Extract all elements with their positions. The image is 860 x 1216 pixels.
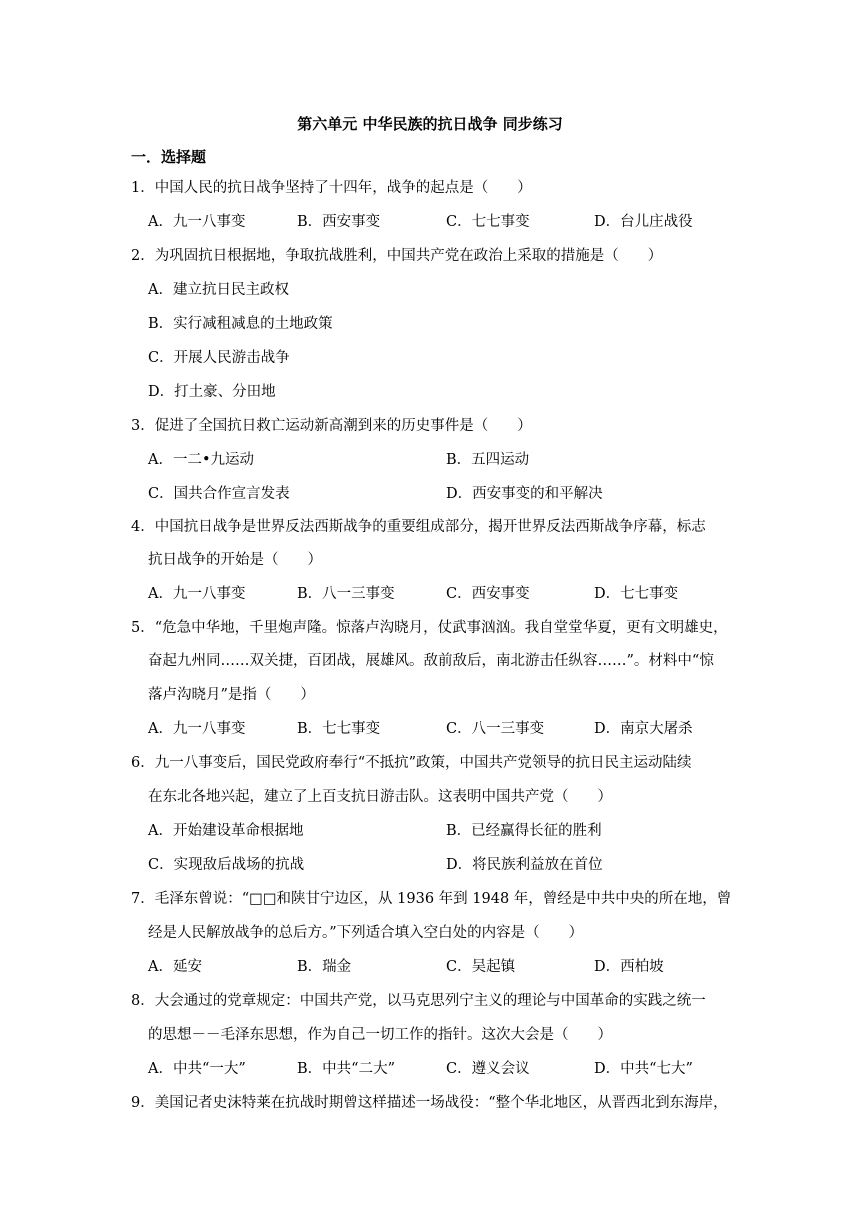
question-5-option-b: B．七七事变 xyxy=(297,721,381,737)
question-7-option-a: A．延安 xyxy=(148,959,202,975)
question-6-option-c: C．实现敌后战场的抗战 xyxy=(148,857,305,873)
question-3-option-d: D．西安事变的和平解决 xyxy=(446,486,603,502)
question-5-option-a: A．九一八事变 xyxy=(148,721,246,737)
question-3-option-a: A．一二•九运动 xyxy=(148,452,255,468)
question-8-option-c: C．遵义会议 xyxy=(446,1061,530,1077)
question-8-stem-line-1: 8．大会通过的党章规定：中国共产党，以马克思列宁主义的理论与中国革命的实践之统一 xyxy=(131,993,706,1009)
question-5-option-d: D．南京大屠杀 xyxy=(594,721,693,737)
question-7-option-c: C．吴起镇 xyxy=(446,959,516,975)
question-2-option-b: B．实行减租减息的土地政策 xyxy=(148,316,333,332)
question-3-stem: 3．促进了全国抗日救亡运动新高潮到来的历史事件是（ ） xyxy=(131,418,532,434)
question-4-option-c: C．西安事变 xyxy=(446,586,530,602)
page-title: 第六单元 中华民族的抗日战争 同步练习 xyxy=(297,115,563,133)
question-3-option-b: B．五四运动 xyxy=(446,452,530,468)
question-1-option-d: D．台儿庄战役 xyxy=(594,214,693,230)
question-4-option-a: A．九一八事变 xyxy=(148,586,246,602)
question-7-stem-line-1: 7．毛泽东曾说：“□□和陕甘宁边区，从 1936 年到 1948 年，曾经是中共中央的所在地，曾 xyxy=(131,891,732,907)
question-4-stem-line-1: 4．中国抗日战争是世界反法西斯战争的重要组成部分，揭开世界反法西斯战争序幕，标志 xyxy=(131,519,706,535)
question-5-stem-line-3: 落卢沟晓月”是指（ ） xyxy=(148,687,315,703)
question-6-option-d: D．将民族利益放在首位 xyxy=(446,857,603,873)
question-9-stem-line-1: 9．美国记者史沫特莱在抗战时期曾这样描述一场战役：“整个华北地区，从晋西北到东海岸， xyxy=(131,1095,728,1111)
question-7-stem-line-2: 经是人民解放战争的总后方。”下列适合填入空白处的内容是（ ） xyxy=(148,925,584,941)
question-5-option-c: C．八一三事变 xyxy=(446,721,545,737)
question-6-stem-line-2: 在东北各地兴起，建立了上百支抗日游击队。这表明中国共产党（ ） xyxy=(148,789,612,805)
question-1-option-b: B．西安事变 xyxy=(297,214,381,230)
question-7-option-d: D．西柏坡 xyxy=(594,959,664,975)
section-heading: 一．选择题 xyxy=(131,148,207,166)
question-2-option-a: A．建立抗日民主政权 xyxy=(148,282,289,298)
question-1-option-c: C．七七事变 xyxy=(446,214,530,230)
question-5-stem-line-1: 5．“危急中华地，千里炮声隆。惊落卢沟晓月，仗武事汹汹。我自堂堂华夏，更有文明雄史， xyxy=(131,620,728,636)
question-7-option-b: B．瑞金 xyxy=(297,959,352,975)
question-5-stem-line-2: 奋起九州同……双关捷，百团战，展雄风。敌前敌后，南北游击任纵容……”。材料中“惊 xyxy=(148,653,714,669)
question-6-stem-line-1: 6．九一八事变后，国民党政府奉行“不抵抗”政策，中国共产党领导的抗日民主运动陆续 xyxy=(131,755,692,771)
question-3-option-c: C．国共合作宣言发表 xyxy=(148,486,290,502)
question-1-stem: 1．中国人民的抗日战争坚持了十四年，战争的起点是（ ） xyxy=(131,180,532,196)
question-1-option-a: A．九一八事变 xyxy=(148,214,246,230)
question-8-option-a: A．中共“一大” xyxy=(148,1061,246,1077)
question-8-option-d: D．中共“七大” xyxy=(594,1061,693,1077)
question-8-option-b: B．中共“二大” xyxy=(297,1061,395,1077)
question-4-stem-line-2: 抗日战争的开始是（ ） xyxy=(148,552,322,568)
question-8-stem-line-2: 的思想－－毛泽东思想，作为自己一切工作的指针。这次大会是（ ） xyxy=(148,1027,612,1043)
question-4-option-b: B．八一三事变 xyxy=(297,586,395,602)
question-4-option-d: D．七七事变 xyxy=(594,586,679,602)
question-2-stem: 2．为巩固抗日根据地，争取抗战胜利，中国共产党在政治上采取的措施是（ ） xyxy=(131,248,663,264)
question-2-option-d: D．打土豪、分田地 xyxy=(148,384,276,400)
question-6-option-b: B．已经赢得长征的胜利 xyxy=(446,823,602,839)
question-6-option-a: A．开始建设革命根据地 xyxy=(148,823,304,839)
question-2-option-c: C．开展人民游击战争 xyxy=(148,350,290,366)
